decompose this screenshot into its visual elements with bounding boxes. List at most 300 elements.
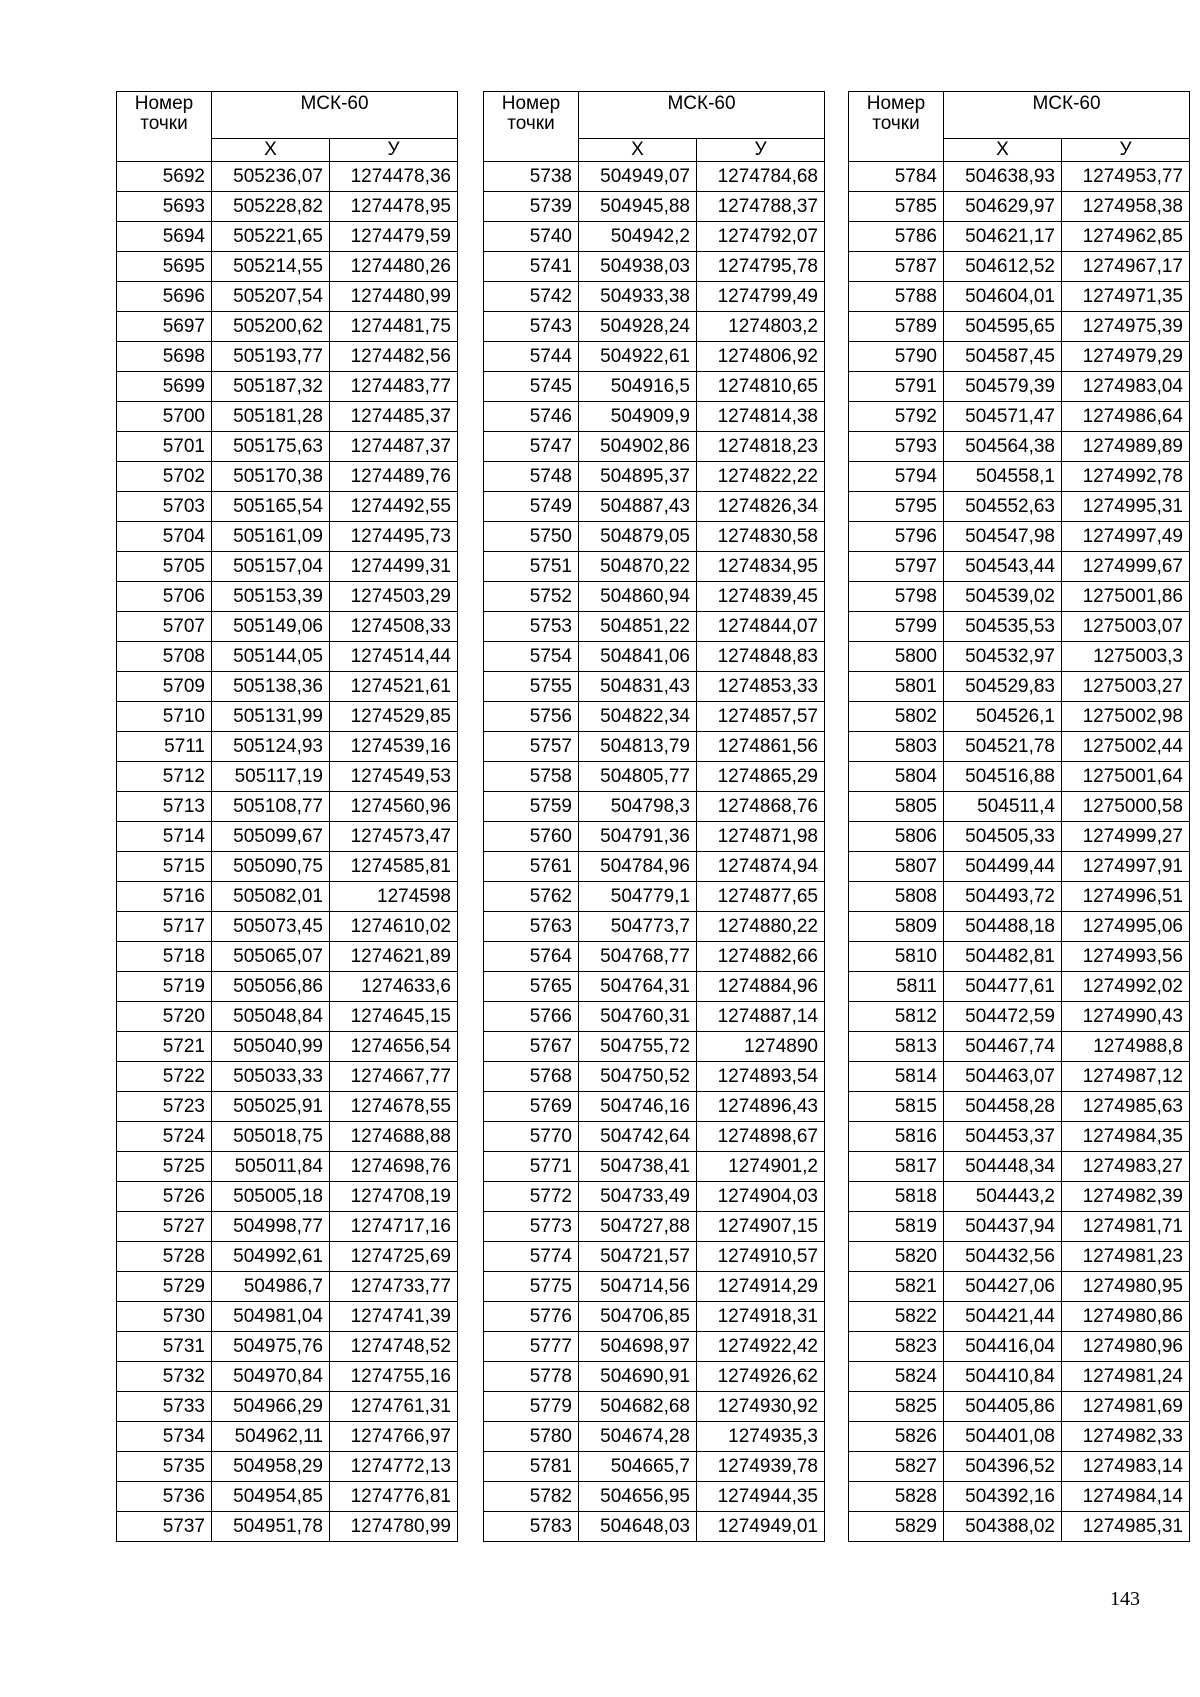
point-number-cell: 5819 bbox=[849, 1212, 944, 1242]
y-coordinate-cell: 1274788,37 bbox=[697, 192, 825, 222]
point-number-cell: 5802 bbox=[849, 702, 944, 732]
x-coordinate-cell: 504879,05 bbox=[579, 522, 697, 552]
point-number-cell: 5786 bbox=[849, 222, 944, 252]
y-coordinate-cell: 1274795,78 bbox=[697, 252, 825, 282]
y-coordinate-cell: 1274930,92 bbox=[697, 1392, 825, 1422]
y-coordinate-cell: 1274717,16 bbox=[330, 1212, 458, 1242]
table-row bbox=[849, 1152, 1190, 1182]
table-row bbox=[484, 552, 825, 582]
y-coordinate-cell: 1275002,98 bbox=[1062, 702, 1190, 732]
table-row bbox=[849, 822, 1190, 852]
y-coordinate-cell: 1274986,64 bbox=[1062, 402, 1190, 432]
x-coordinate-cell: 505005,18 bbox=[212, 1182, 330, 1212]
y-coordinate-cell: 1275002,44 bbox=[1062, 732, 1190, 762]
point-number-cell: 5784 bbox=[849, 162, 944, 192]
y-coordinate-cell: 1274857,57 bbox=[697, 702, 825, 732]
y-coordinate-cell: 1274708,19 bbox=[330, 1182, 458, 1212]
y-coordinate-cell: 1274830,58 bbox=[697, 522, 825, 552]
point-number-cell: 5698 bbox=[117, 342, 212, 372]
table-row bbox=[484, 702, 825, 732]
y-coordinate-cell: 1274981,24 bbox=[1062, 1362, 1190, 1392]
point-number-cell: 5740 bbox=[484, 222, 579, 252]
point-number-header: Номер точки bbox=[849, 92, 944, 162]
x-coordinate-cell: 504532,97 bbox=[944, 642, 1062, 672]
table-row bbox=[849, 1302, 1190, 1332]
y-coordinate-cell: 1274939,78 bbox=[697, 1452, 825, 1482]
point-number-cell: 5771 bbox=[484, 1152, 579, 1182]
point-number-cell: 5755 bbox=[484, 672, 579, 702]
point-number-cell: 5787 bbox=[849, 252, 944, 282]
y-coordinate-cell: 1274772,13 bbox=[330, 1452, 458, 1482]
y-coordinate-cell: 1274982,39 bbox=[1062, 1182, 1190, 1212]
point-number-cell: 5754 bbox=[484, 642, 579, 672]
point-number-cell: 5737 bbox=[117, 1512, 212, 1542]
table-row bbox=[117, 1002, 458, 1032]
y-coordinate-cell: 1274935,3 bbox=[697, 1422, 825, 1452]
point-number-cell: 5826 bbox=[849, 1422, 944, 1452]
y-coordinate-cell: 1275001,86 bbox=[1062, 582, 1190, 612]
table-row bbox=[117, 1362, 458, 1392]
table-row bbox=[849, 1182, 1190, 1212]
y-coordinate-cell: 1274995,31 bbox=[1062, 492, 1190, 522]
point-number-cell: 5703 bbox=[117, 492, 212, 522]
y-coordinate-cell: 1274560,96 bbox=[330, 792, 458, 822]
point-number-cell: 5794 bbox=[849, 462, 944, 492]
point-number-cell: 5791 bbox=[849, 372, 944, 402]
y-coordinate-cell: 1274814,38 bbox=[697, 402, 825, 432]
point-number-cell: 5822 bbox=[849, 1302, 944, 1332]
point-number-cell: 5768 bbox=[484, 1062, 579, 1092]
table-row bbox=[484, 612, 825, 642]
point-number-cell: 5804 bbox=[849, 762, 944, 792]
table-row bbox=[484, 1182, 825, 1212]
table-row bbox=[849, 312, 1190, 342]
x-coordinate-cell: 504516,88 bbox=[944, 762, 1062, 792]
table-row bbox=[484, 1122, 825, 1152]
x-coordinate-cell: 504764,31 bbox=[579, 972, 697, 1002]
table-row bbox=[484, 432, 825, 462]
y-column-header: У bbox=[697, 139, 825, 162]
point-number-cell: 5776 bbox=[484, 1302, 579, 1332]
point-number-cell: 5692 bbox=[117, 162, 212, 192]
point-number-cell: 5758 bbox=[484, 762, 579, 792]
x-column-header: Х bbox=[212, 139, 330, 162]
y-coordinate-cell: 1274784,68 bbox=[697, 162, 825, 192]
point-number-cell: 5749 bbox=[484, 492, 579, 522]
x-coordinate-cell: 504958,29 bbox=[212, 1452, 330, 1482]
x-coordinate-cell: 504916,5 bbox=[579, 372, 697, 402]
point-number-cell: 5792 bbox=[849, 402, 944, 432]
table-row bbox=[117, 1152, 458, 1182]
table-row bbox=[484, 972, 825, 1002]
y-coordinate-cell: 1274990,43 bbox=[1062, 1002, 1190, 1032]
y-coordinate-cell: 1274962,85 bbox=[1062, 222, 1190, 252]
x-coordinate-cell: 505025,91 bbox=[212, 1092, 330, 1122]
table-row bbox=[117, 642, 458, 672]
x-coordinate-cell: 504505,33 bbox=[944, 822, 1062, 852]
table-row bbox=[849, 1242, 1190, 1272]
x-coordinate-cell: 504909,9 bbox=[579, 402, 697, 432]
y-coordinate-cell: 1274748,52 bbox=[330, 1332, 458, 1362]
point-number-cell: 5811 bbox=[849, 972, 944, 1002]
x-coordinate-cell: 505207,54 bbox=[212, 282, 330, 312]
y-coordinate-cell: 1274907,15 bbox=[697, 1212, 825, 1242]
point-number-cell: 5817 bbox=[849, 1152, 944, 1182]
point-number-cell: 5813 bbox=[849, 1032, 944, 1062]
x-coordinate-cell: 504564,38 bbox=[944, 432, 1062, 462]
table-row bbox=[484, 492, 825, 522]
x-coordinate-cell: 504942,2 bbox=[579, 222, 697, 252]
table-row bbox=[117, 1092, 458, 1122]
point-number-cell: 5814 bbox=[849, 1062, 944, 1092]
table-row bbox=[484, 1302, 825, 1332]
point-number-cell: 5707 bbox=[117, 612, 212, 642]
table-row bbox=[484, 1512, 825, 1542]
x-coordinate-cell: 504448,34 bbox=[944, 1152, 1062, 1182]
table-row bbox=[849, 1062, 1190, 1092]
point-number-cell: 5829 bbox=[849, 1512, 944, 1542]
table-body bbox=[484, 162, 825, 1542]
point-number-cell: 5733 bbox=[117, 1392, 212, 1422]
table-row bbox=[849, 1392, 1190, 1422]
x-coordinate-cell: 504405,86 bbox=[944, 1392, 1062, 1422]
table-row bbox=[117, 222, 458, 252]
point-number-cell: 5820 bbox=[849, 1242, 944, 1272]
y-coordinate-cell: 1274766,97 bbox=[330, 1422, 458, 1452]
y-coordinate-cell: 1275003,3 bbox=[1062, 642, 1190, 672]
y-coordinate-cell: 1274621,89 bbox=[330, 942, 458, 972]
y-coordinate-cell: 1274922,42 bbox=[697, 1332, 825, 1362]
table-row bbox=[117, 492, 458, 522]
x-coordinate-cell: 505117,19 bbox=[212, 762, 330, 792]
table-row bbox=[849, 852, 1190, 882]
table-row bbox=[484, 642, 825, 672]
point-number-cell: 5715 bbox=[117, 852, 212, 882]
y-coordinate-cell: 1274799,49 bbox=[697, 282, 825, 312]
table-row bbox=[117, 162, 458, 192]
point-number-cell: 5763 bbox=[484, 912, 579, 942]
coordinate-system-header: МСК-60 bbox=[212, 92, 458, 139]
x-coordinate-cell: 504579,39 bbox=[944, 372, 1062, 402]
point-number-cell: 5736 bbox=[117, 1482, 212, 1512]
y-coordinate-cell: 1274988,8 bbox=[1062, 1032, 1190, 1062]
table-row bbox=[117, 612, 458, 642]
point-number-cell: 5815 bbox=[849, 1092, 944, 1122]
table-row bbox=[849, 162, 1190, 192]
table-row bbox=[484, 732, 825, 762]
table-row bbox=[484, 1272, 825, 1302]
x-coordinate-cell: 504410,84 bbox=[944, 1362, 1062, 1392]
point-number-cell: 5765 bbox=[484, 972, 579, 1002]
table-row bbox=[484, 1362, 825, 1392]
x-coordinate-cell: 504992,61 bbox=[212, 1242, 330, 1272]
table-row bbox=[849, 792, 1190, 822]
y-coordinate-cell: 1274987,12 bbox=[1062, 1062, 1190, 1092]
table-row bbox=[117, 462, 458, 492]
table-row bbox=[484, 342, 825, 372]
x-coordinate-cell: 504813,79 bbox=[579, 732, 697, 762]
x-coordinate-cell: 504721,57 bbox=[579, 1242, 697, 1272]
x-coordinate-cell: 504535,53 bbox=[944, 612, 1062, 642]
x-coordinate-cell: 504727,88 bbox=[579, 1212, 697, 1242]
table-row bbox=[849, 1032, 1190, 1062]
table-row bbox=[849, 1092, 1190, 1122]
x-coordinate-cell: 505228,82 bbox=[212, 192, 330, 222]
table-row bbox=[117, 1512, 458, 1542]
point-number-cell: 5803 bbox=[849, 732, 944, 762]
y-coordinate-cell: 1274598 bbox=[330, 882, 458, 912]
table-row bbox=[849, 1212, 1190, 1242]
coordinate-system-header: МСК-60 bbox=[944, 92, 1190, 139]
point-number-cell: 5745 bbox=[484, 372, 579, 402]
point-number-cell: 5773 bbox=[484, 1212, 579, 1242]
y-coordinate-cell: 1274495,73 bbox=[330, 522, 458, 552]
table-row bbox=[117, 1452, 458, 1482]
y-coordinate-cell: 1274761,31 bbox=[330, 1392, 458, 1422]
point-number-cell: 5801 bbox=[849, 672, 944, 702]
x-coordinate-cell: 505157,04 bbox=[212, 552, 330, 582]
table-row bbox=[849, 522, 1190, 552]
table-row bbox=[484, 1152, 825, 1182]
table-row bbox=[849, 732, 1190, 762]
y-coordinate-cell: 1274980,86 bbox=[1062, 1302, 1190, 1332]
coordinate-system-header: МСК-60 bbox=[579, 92, 825, 139]
y-coordinate-cell: 1274985,63 bbox=[1062, 1092, 1190, 1122]
y-coordinate-cell: 1274481,75 bbox=[330, 312, 458, 342]
x-coordinate-cell: 504595,65 bbox=[944, 312, 1062, 342]
y-coordinate-cell: 1274975,39 bbox=[1062, 312, 1190, 342]
x-coordinate-cell: 504656,95 bbox=[579, 1482, 697, 1512]
point-number-cell: 5812 bbox=[849, 1002, 944, 1032]
y-coordinate-cell: 1274733,77 bbox=[330, 1272, 458, 1302]
y-coordinate-cell: 1274810,65 bbox=[697, 372, 825, 402]
x-coordinate-cell: 505131,99 bbox=[212, 702, 330, 732]
table-row bbox=[849, 912, 1190, 942]
y-coordinate-cell: 1275001,64 bbox=[1062, 762, 1190, 792]
x-coordinate-cell: 504552,63 bbox=[944, 492, 1062, 522]
y-coordinate-cell: 1274914,29 bbox=[697, 1272, 825, 1302]
x-coordinate-cell: 504482,81 bbox=[944, 942, 1062, 972]
table-row bbox=[484, 1002, 825, 1032]
x-coordinate-cell: 504488,18 bbox=[944, 912, 1062, 942]
y-coordinate-cell: 1274980,96 bbox=[1062, 1332, 1190, 1362]
y-coordinate-cell: 1274980,95 bbox=[1062, 1272, 1190, 1302]
table-row bbox=[849, 762, 1190, 792]
x-coordinate-cell: 504453,37 bbox=[944, 1122, 1062, 1152]
y-coordinate-cell: 1274503,29 bbox=[330, 582, 458, 612]
y-coordinate-cell: 1274839,45 bbox=[697, 582, 825, 612]
table-row bbox=[849, 552, 1190, 582]
point-number-cell: 5711 bbox=[117, 732, 212, 762]
point-number-cell: 5806 bbox=[849, 822, 944, 852]
y-column-header: У bbox=[330, 139, 458, 162]
y-coordinate-cell: 1274874,94 bbox=[697, 852, 825, 882]
point-number-cell: 5705 bbox=[117, 552, 212, 582]
y-coordinate-cell: 1274482,56 bbox=[330, 342, 458, 372]
table-row bbox=[117, 1212, 458, 1242]
table-row bbox=[484, 882, 825, 912]
x-coordinate-cell: 504922,61 bbox=[579, 342, 697, 372]
y-coordinate-cell: 1274884,96 bbox=[697, 972, 825, 1002]
table-row bbox=[484, 792, 825, 822]
point-number-cell: 5766 bbox=[484, 1002, 579, 1032]
table-row bbox=[484, 1032, 825, 1062]
table-row bbox=[484, 1452, 825, 1482]
y-coordinate-cell: 1275000,58 bbox=[1062, 792, 1190, 822]
x-coordinate-cell: 504612,52 bbox=[944, 252, 1062, 282]
point-number-cell: 5757 bbox=[484, 732, 579, 762]
y-coordinate-cell: 1274479,59 bbox=[330, 222, 458, 252]
y-coordinate-cell: 1274844,07 bbox=[697, 612, 825, 642]
table-row bbox=[117, 1122, 458, 1152]
y-coordinate-cell: 1274953,77 bbox=[1062, 162, 1190, 192]
point-number-header: Номер точки bbox=[117, 92, 212, 162]
point-number-cell: 5695 bbox=[117, 252, 212, 282]
x-coordinate-cell: 505170,38 bbox=[212, 462, 330, 492]
point-number-cell: 5795 bbox=[849, 492, 944, 522]
table-row bbox=[117, 282, 458, 312]
x-coordinate-cell: 504571,47 bbox=[944, 402, 1062, 432]
table-row bbox=[117, 1272, 458, 1302]
x-coordinate-cell: 504949,07 bbox=[579, 162, 697, 192]
table-row bbox=[117, 1062, 458, 1092]
x-coordinate-cell: 504851,22 bbox=[579, 612, 697, 642]
x-coordinate-cell: 504682,68 bbox=[579, 1392, 697, 1422]
table-row bbox=[117, 552, 458, 582]
y-coordinate-cell: 1274882,66 bbox=[697, 942, 825, 972]
point-number-cell: 5816 bbox=[849, 1122, 944, 1152]
table-row bbox=[484, 1482, 825, 1512]
point-number-cell: 5783 bbox=[484, 1512, 579, 1542]
point-number-cell: 5718 bbox=[117, 942, 212, 972]
x-coordinate-cell: 504698,97 bbox=[579, 1332, 697, 1362]
y-coordinate-cell: 1274893,54 bbox=[697, 1062, 825, 1092]
point-number-cell: 5759 bbox=[484, 792, 579, 822]
y-coordinate-cell: 1274997,49 bbox=[1062, 522, 1190, 552]
point-number-cell: 5720 bbox=[117, 1002, 212, 1032]
table-row bbox=[117, 1392, 458, 1422]
table-row bbox=[117, 372, 458, 402]
x-coordinate-cell: 505138,36 bbox=[212, 672, 330, 702]
point-number-cell: 5762 bbox=[484, 882, 579, 912]
point-number-cell: 5724 bbox=[117, 1122, 212, 1152]
y-coordinate-cell: 1275003,27 bbox=[1062, 672, 1190, 702]
point-number-cell: 5777 bbox=[484, 1332, 579, 1362]
x-coordinate-cell: 504933,38 bbox=[579, 282, 697, 312]
y-coordinate-cell: 1274901,2 bbox=[697, 1152, 825, 1182]
point-number-cell: 5796 bbox=[849, 522, 944, 552]
x-coordinate-cell: 504975,76 bbox=[212, 1332, 330, 1362]
x-coordinate-cell: 504416,04 bbox=[944, 1332, 1062, 1362]
table-body bbox=[117, 162, 458, 1542]
y-coordinate-cell: 1274868,76 bbox=[697, 792, 825, 822]
x-coordinate-cell: 505153,39 bbox=[212, 582, 330, 612]
y-coordinate-cell: 1274521,61 bbox=[330, 672, 458, 702]
point-number-cell: 5729 bbox=[117, 1272, 212, 1302]
y-coordinate-cell: 1274890 bbox=[697, 1032, 825, 1062]
y-coordinate-cell: 1274999,27 bbox=[1062, 822, 1190, 852]
table-row bbox=[484, 402, 825, 432]
point-number-cell: 5719 bbox=[117, 972, 212, 1002]
y-coordinate-cell: 1274983,14 bbox=[1062, 1452, 1190, 1482]
point-number-cell: 5710 bbox=[117, 702, 212, 732]
table-row bbox=[849, 582, 1190, 612]
table-row bbox=[117, 882, 458, 912]
table-row bbox=[117, 792, 458, 822]
point-number-cell: 5756 bbox=[484, 702, 579, 732]
y-coordinate-cell: 1274698,76 bbox=[330, 1152, 458, 1182]
y-column-header: У bbox=[1062, 139, 1190, 162]
y-coordinate-cell: 1274865,29 bbox=[697, 762, 825, 792]
x-coordinate-cell: 504798,3 bbox=[579, 792, 697, 822]
x-coordinate-cell: 505161,09 bbox=[212, 522, 330, 552]
y-coordinate-cell: 1274992,02 bbox=[1062, 972, 1190, 1002]
y-coordinate-cell: 1274818,23 bbox=[697, 432, 825, 462]
table-row bbox=[849, 1362, 1190, 1392]
point-number-cell: 5778 bbox=[484, 1362, 579, 1392]
x-coordinate-cell: 505018,75 bbox=[212, 1122, 330, 1152]
x-coordinate-cell: 504773,7 bbox=[579, 912, 697, 942]
table-row bbox=[484, 312, 825, 342]
coordinates-table-1 bbox=[116, 91, 458, 1542]
y-coordinate-cell: 1274480,99 bbox=[330, 282, 458, 312]
point-number-cell: 5716 bbox=[117, 882, 212, 912]
point-number-cell: 5790 bbox=[849, 342, 944, 372]
table-row bbox=[117, 972, 458, 1002]
y-coordinate-cell: 1274887,14 bbox=[697, 1002, 825, 1032]
x-coordinate-cell: 504558,1 bbox=[944, 462, 1062, 492]
y-coordinate-cell: 1274958,38 bbox=[1062, 192, 1190, 222]
table-body bbox=[849, 162, 1190, 1542]
x-coordinate-cell: 504750,52 bbox=[579, 1062, 697, 1092]
y-coordinate-cell: 1274610,02 bbox=[330, 912, 458, 942]
table-row bbox=[849, 672, 1190, 702]
point-number-cell: 5785 bbox=[849, 192, 944, 222]
x-coordinate-cell: 505108,77 bbox=[212, 792, 330, 822]
y-coordinate-cell: 1274982,33 bbox=[1062, 1422, 1190, 1452]
table-row bbox=[117, 192, 458, 222]
y-coordinate-cell: 1274981,23 bbox=[1062, 1242, 1190, 1272]
point-number-cell: 5725 bbox=[117, 1152, 212, 1182]
point-number-cell: 5699 bbox=[117, 372, 212, 402]
x-coordinate-cell: 504755,72 bbox=[579, 1032, 697, 1062]
point-number-cell: 5779 bbox=[484, 1392, 579, 1422]
x-coordinate-cell: 505124,93 bbox=[212, 732, 330, 762]
x-coordinate-cell: 504928,24 bbox=[579, 312, 697, 342]
y-coordinate-cell: 1274910,57 bbox=[697, 1242, 825, 1272]
table-row bbox=[117, 342, 458, 372]
point-number-cell: 5728 bbox=[117, 1242, 212, 1272]
table-row bbox=[849, 342, 1190, 372]
x-coordinate-cell: 504401,08 bbox=[944, 1422, 1062, 1452]
table-row bbox=[849, 432, 1190, 462]
table-row bbox=[484, 162, 825, 192]
point-number-cell: 5751 bbox=[484, 552, 579, 582]
table-row bbox=[849, 1452, 1190, 1482]
table-row bbox=[117, 1482, 458, 1512]
y-coordinate-cell: 1274483,77 bbox=[330, 372, 458, 402]
table-row bbox=[484, 1332, 825, 1362]
x-coordinate-cell: 504472,59 bbox=[944, 1002, 1062, 1032]
point-number-cell: 5807 bbox=[849, 852, 944, 882]
point-number-cell: 5721 bbox=[117, 1032, 212, 1062]
x-coordinate-cell: 505214,55 bbox=[212, 252, 330, 282]
y-coordinate-cell: 1274853,33 bbox=[697, 672, 825, 702]
table-row bbox=[484, 192, 825, 222]
point-number-cell: 5747 bbox=[484, 432, 579, 462]
table-row bbox=[849, 282, 1190, 312]
table-row bbox=[117, 582, 458, 612]
